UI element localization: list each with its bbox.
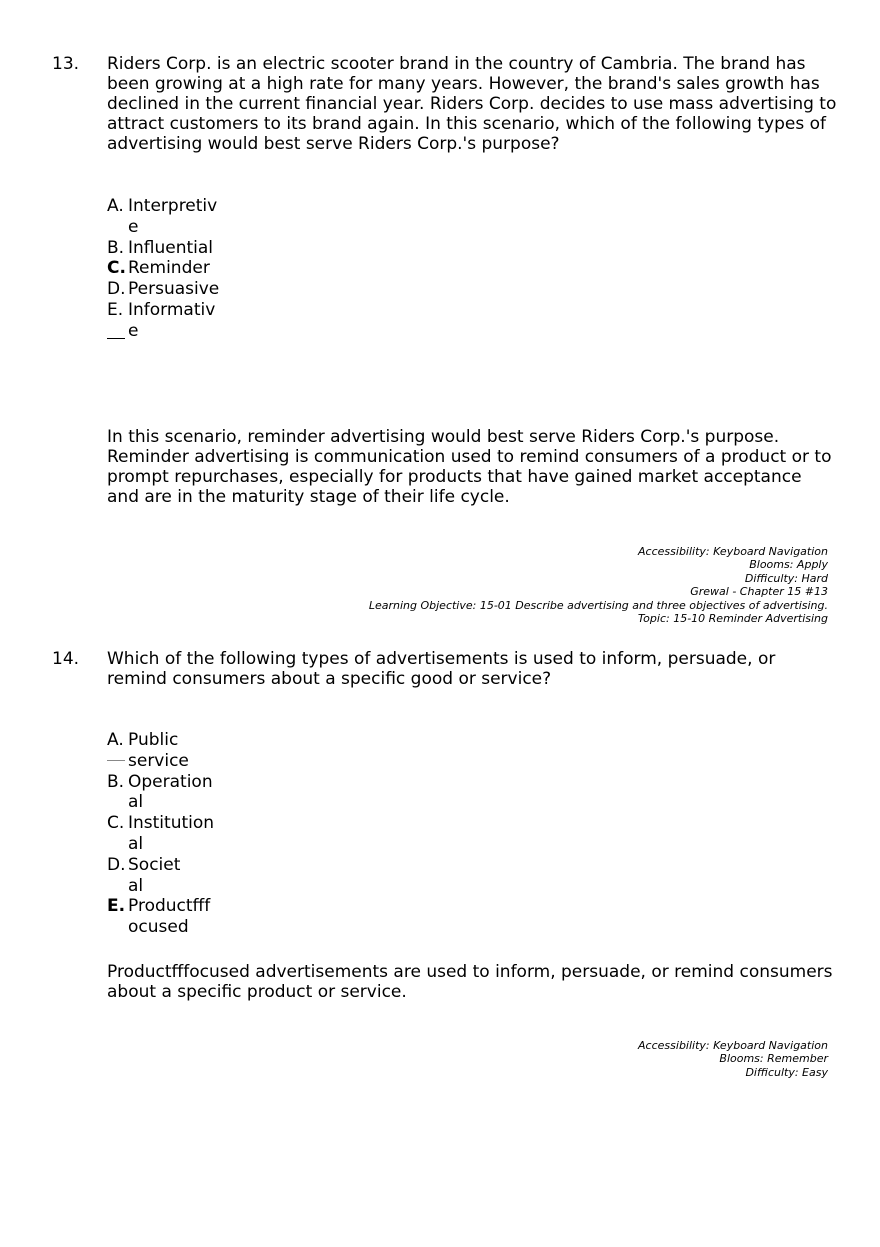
- answer-option: [107, 279, 220, 300]
- meta-line: Accessibility: Keyboard Navigation: [638, 545, 828, 558]
- answer-option-correct: [107, 258, 220, 279]
- option-text: Reminder: [128, 258, 210, 279]
- option-letter: D.: [107, 854, 126, 875]
- option-letter: C.: [107, 258, 126, 279]
- answer-option: [107, 730, 220, 772]
- answer-option: [107, 196, 220, 238]
- option-letter: A.: [107, 196, 124, 216]
- option-text: Informative: [128, 299, 216, 341]
- answer-explanation: In this scenario, reminder advertising would best serve Riders Corp.'s purpose. Reminder advertising is communication used to remind consumers of a product or to prompt repurchases, especially for products that have gained market acceptance and are in the maturity stage of their life cycle.: [107, 427, 832, 507]
- answer-options: [107, 196, 220, 342]
- question-metadata: [638, 1039, 828, 1079]
- answer-explanation: Productfffocused advertisements are used to inform, persuade, or remind consumers about a specific product or service.: [107, 962, 833, 1002]
- option-text: Operational: [128, 771, 213, 813]
- meta-line: Grewal - Chapter 15 #13: [690, 585, 828, 599]
- answer-options: [107, 730, 220, 938]
- meta-line: Learning Objective: 15-01 Describe advertising and three objectives of advertising.: [368, 598, 828, 612]
- option-text: Institutional: [128, 813, 215, 854]
- answer-option-correct: [107, 896, 220, 938]
- option-text: Interpretive: [128, 196, 218, 237]
- meta-line: Difficulty: Easy: [745, 1065, 828, 1079]
- meta-line: Blooms: Apply: [749, 558, 828, 572]
- answer-option: [107, 813, 220, 855]
- answer-option: [107, 855, 220, 897]
- option-letter: B.: [107, 771, 125, 792]
- option-text: Productfffocused: [128, 896, 211, 938]
- question-stem: Which of the following types of advertisements is used to inform, persuade, or remind consumers about a specific good or service?: [107, 649, 776, 689]
- option-text: Societal: [128, 854, 181, 896]
- question-stem: Riders Corp. is an electric scooter brand in the country of Cambria. The brand has been growing at a high rate for many years. However, the brand's sales growth has declined in the current financial year. Riders Corp. decides to use mass advertising to attract customers to its brand again. In this scenario, which of the following types of advertising would best serve Riders Corp.'s purpose?: [107, 54, 837, 154]
- option-letter: D.: [107, 279, 126, 300]
- option-letter: E.: [107, 299, 124, 320]
- underline-mark: [107, 338, 125, 339]
- meta-line: Topic: 15-10 Reminder Advertising: [637, 612, 828, 626]
- option-letter: E.: [107, 896, 126, 917]
- option-letter: C.: [107, 813, 125, 834]
- question-metadata: [369, 545, 828, 625]
- option-text: Influential: [128, 237, 214, 258]
- answer-option: [107, 772, 220, 814]
- meta-line: Difficulty: Hard: [744, 571, 828, 585]
- answer-option: [107, 300, 220, 342]
- option-text: Persuasive: [128, 279, 220, 300]
- option-letter: B.: [107, 237, 125, 258]
- option-letter: A.: [107, 730, 124, 750]
- option-text: Public service: [128, 730, 189, 771]
- question-number: 14.: [52, 649, 80, 669]
- meta-line: Blooms: Remember: [719, 1052, 828, 1066]
- answer-option: [107, 238, 220, 259]
- underline-mark: [107, 760, 125, 761]
- meta-line: Accessibility: Keyboard Navigation: [638, 1039, 828, 1052]
- question-number: 13.: [52, 54, 80, 74]
